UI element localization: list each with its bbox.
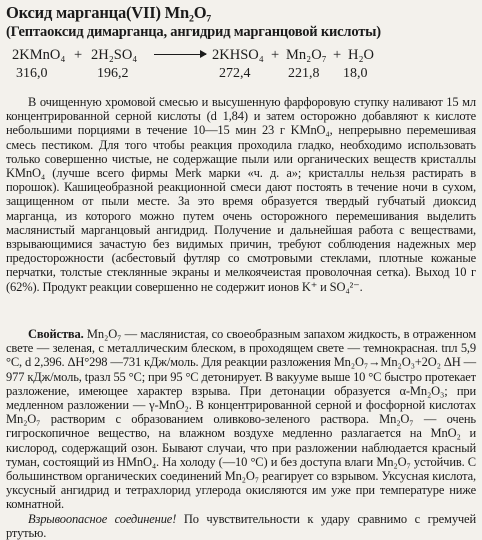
section-subtitle: (Гептаоксид димарганца, ангидрид марганцовой кислоты) — [6, 24, 381, 40]
product-mn2o7: Mn₂O₇ — [286, 47, 327, 63]
procedure-block — [6, 95, 476, 294]
plus-sign: + — [333, 47, 342, 63]
warning-label: Взрывоопасное соединение! — [28, 511, 177, 526]
properties-block — [6, 327, 476, 540]
plus-sign: + — [74, 47, 83, 63]
warning-text: По чувствительности к удару сравнимо с гремучей ртутью. — [6, 511, 476, 540]
properties-paragraph — [6, 327, 476, 512]
product-h2o: H₂O — [348, 47, 374, 63]
mass-mn2o7: 221,8 — [288, 66, 320, 81]
reactant-kmno4: 2KMnO₄ — [12, 47, 66, 63]
reactant-h2so4: 2H₂SO₄ — [91, 47, 138, 63]
warning-paragraph — [6, 512, 476, 540]
procedure-paragraph: В очищенную хромовой смесью и высушенную фарфоровую ступку наливают 15 мл концентрированной серной кислоты (d 1,84) и затем осторожно добавляют к кислоте небольшими порциями в течение 10—15 мин 23 г KMnO₄, непрерывно перемешивая смесь пестиком. Для того чтобы реакция проходила гладко, необходимо использовать только совершенно чистые, не содержащие пыли или органических веществ кристаллы KMnO₄ (лучше всего фирмы Merk марки «ч. д. а»; кристаллы нельзя растирать в порошок). Кашицеобразной реакционной смеси дают постоять в течение ночи в сухом, защищенном от пыли месте. За это время образуется твердый губчатый диоксид марганца, из которого можно путем очень осторожного перемешивания выделить маслянистый марганцовый ангидрид. Получение и дальнейшая работа с веществами, взрывающимися зачастую без видимых причин, требуют соблюдения надежных мер предосторожности (асбестовый футляр со смотровыми стеклами, плотные кожаные перчатки, толстые стеклянные экраны и мелкоячеистая проволочная сетка). Выход 10 г (62%). Продукт реакции совершенно не содержит ионов K⁺ и SO₄²⁻. — [6, 95, 476, 294]
mass-h2o: 18,0 — [343, 66, 368, 81]
section-title: Оксид марганца(VII) Mn₂O₇ — [6, 3, 212, 22]
product-khso4: 2KHSO₄ — [212, 47, 264, 63]
mass-khso4: 272,4 — [219, 66, 251, 81]
properties-text: Mn₂O₇ — маслянистая, со своеобразным запахом жидкость, в отраженном свете — зеленая, с металлическим блеском, в проходящем свете — темнокрасная. tпл 5,9 °C, d 2,396. ΔH°298 —731 кДж/моль. Для реакции разложения Mn₂O₇→Mn₂O₃+2O₂ ΔH —977 кДж/моль, tразл 55 °C; при 95 °C детонирует. В вакууме выше 10 °C быстро протекает разложение, имеющее характер взрыва. При детонации образуется α-Mn₂O₃; при медленном разложении — γ-MnO₂. В концентрированной серной и фосфорной кислотах Mn₂O₇ растворим с образованием оливково-зеленого раствора. Mn₂O₇ — очень гигроскопичное вещество, на влажном воздухе медленно разлагается на MnO₂ и кислород, содержащий озон. Бывают случаи, что при разложении наблюдается красный туман, состоящий из HMnO₄. На холоду (—10 °C) и без доступа влаги Mn₂O₇ устойчив. С большинством органических соединений Mn₂O₇ реагирует со взрывом. Уксусная кислота, уксусный ангидрид и тетрахлорид углерода окисляются им уже при температуре ниже комнатной. — [6, 327, 476, 512]
mass-kmno4: 316,0 — [16, 66, 48, 81]
molar-masses — [12, 66, 472, 82]
mass-h2so4: 196,2 — [97, 66, 129, 81]
properties-heading: Свойства. — [28, 327, 84, 341]
reaction-arrow — [154, 54, 206, 55]
plus-sign: + — [271, 47, 280, 63]
reaction-equation — [12, 47, 472, 63]
